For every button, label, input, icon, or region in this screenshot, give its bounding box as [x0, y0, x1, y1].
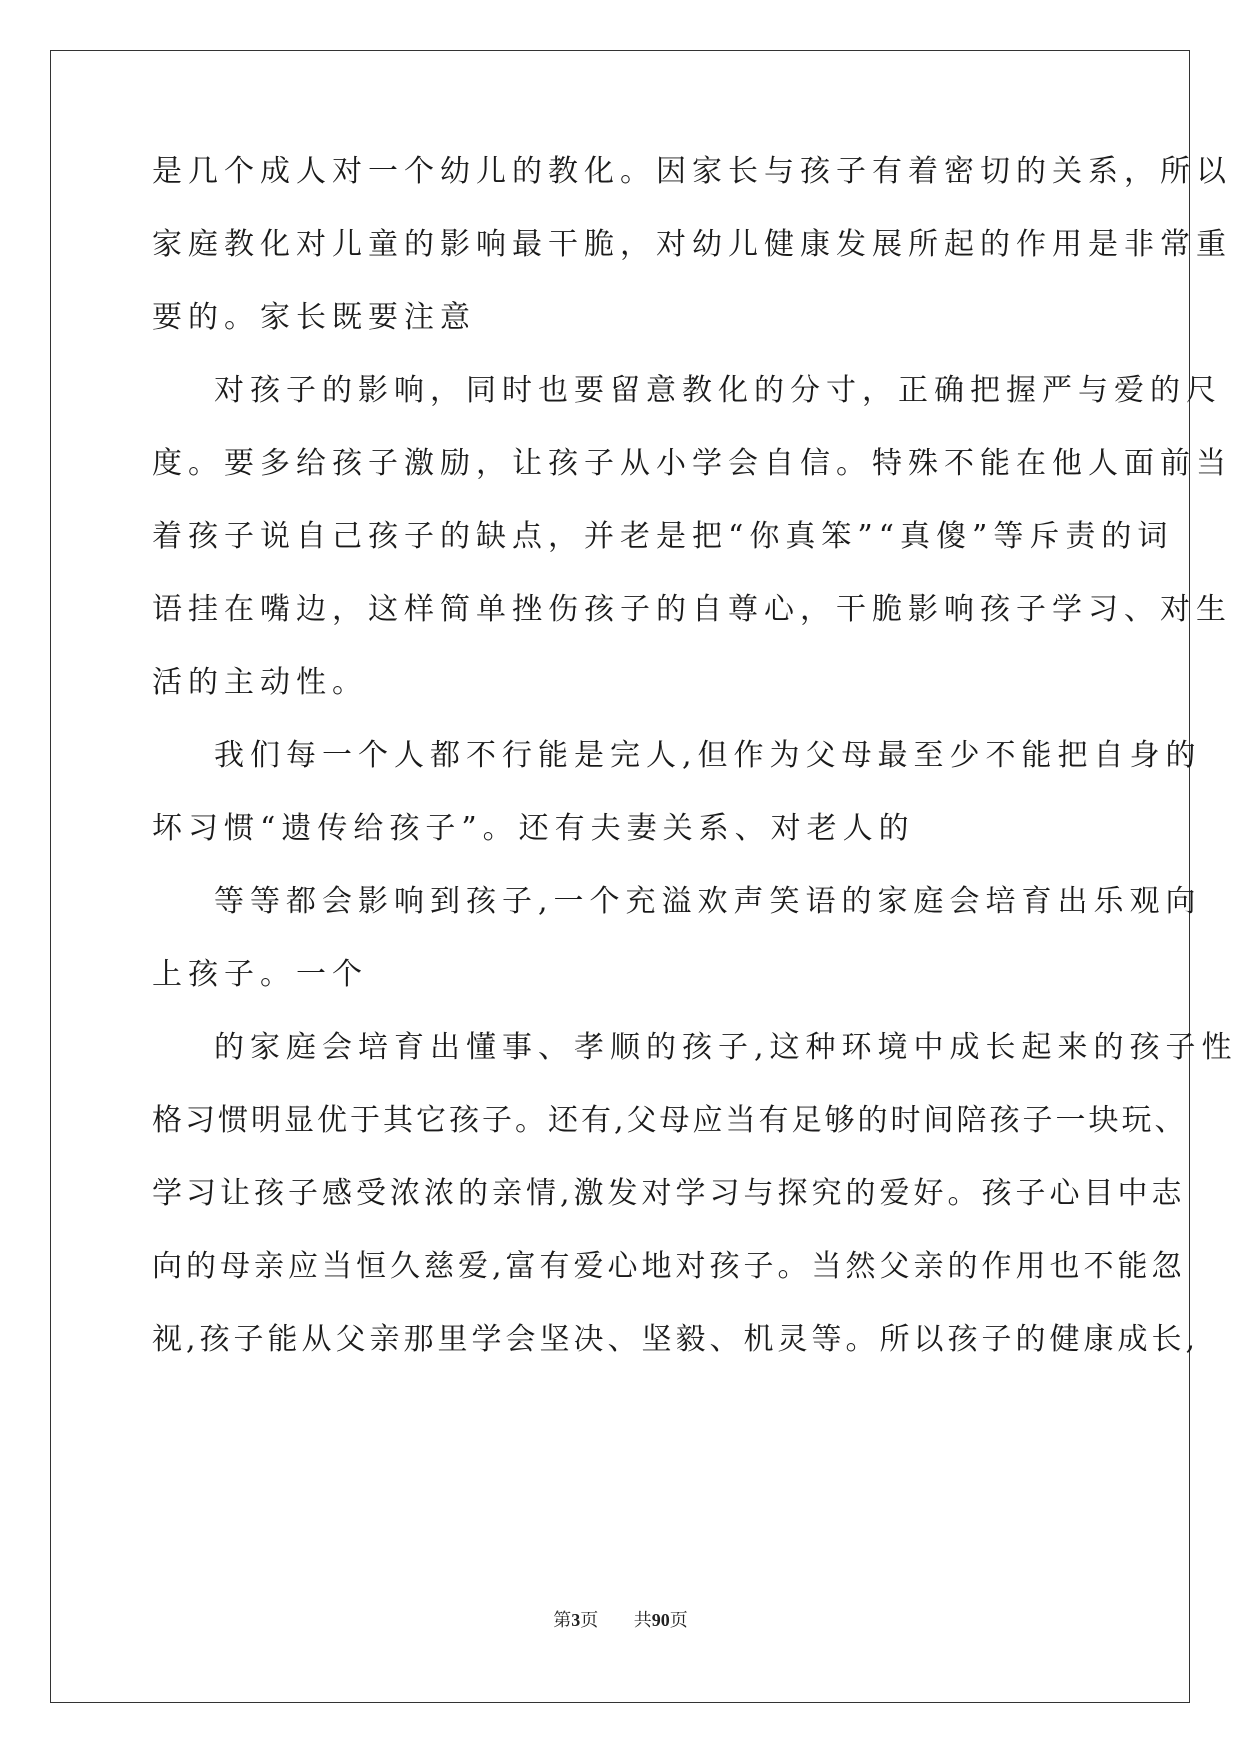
- page-number: 第3页: [553, 1610, 599, 1631]
- text-line: 的家庭会培育出懂事、孝顺的孩子,这种环境中成长起来的孩子性: [214, 1030, 1238, 1065]
- text-line: 坏习惯“遗传给孩子”。还有夫妻关系、对老人的: [152, 811, 915, 846]
- text-line: 上孩子。一个: [152, 957, 368, 992]
- text-line: 视,孩子能从父亲那里学会坚决、坚毅、机灵等。所以孩子的健康成长,: [152, 1322, 1200, 1357]
- page-footer: [0, 1608, 1241, 1633]
- text-line: 要的。家长既要注意: [152, 300, 476, 335]
- text-line: 家庭教化对儿童的影响最干脆，对幼儿健康发展所起的作用是非常重: [152, 227, 1232, 262]
- page-total: 共90页: [633, 1610, 688, 1631]
- text-line: 格习惯明显优于其它孩子。还有,父母应当有足够的时间陪孩子一块玩、: [152, 1103, 1188, 1138]
- text-line: 着孩子说自己孩子的缺点，并老是把“你真笨”“真傻”等斥责的词: [152, 519, 1174, 554]
- text-line: 度。要多给孩子激励，让孩子从小学会自信。特殊不能在他人面前当: [152, 446, 1232, 481]
- text-line: 是几个成人对一个幼儿的教化。因家长与孩子有着密切的关系，所以: [152, 154, 1232, 189]
- text-line: 活的主动性。: [152, 665, 368, 700]
- text-line: 我们每一个人都不行能是完人,但作为父母最至少不能把自身的: [214, 738, 1202, 773]
- text-line: 等等都会影响到孩子,一个充溢欢声笑语的家庭会培育出乐观向: [214, 884, 1202, 919]
- text-line: 语挂在嘴边，这样简单挫伤孩子的自尊心，干脆影响孩子学习、对生: [152, 592, 1232, 627]
- text-line: 向的母亲应当恒久慈爱,富有爱心地对孩子。当然父亲的作用也不能忽: [152, 1249, 1186, 1284]
- text-line: 对孩子的影响，同时也要留意教化的分寸，正确把握严与爱的尺: [214, 373, 1222, 408]
- text-line: 学习让孩子感受浓浓的亲情,激发对学习与探究的爱好。孩子心目中志: [152, 1176, 1186, 1211]
